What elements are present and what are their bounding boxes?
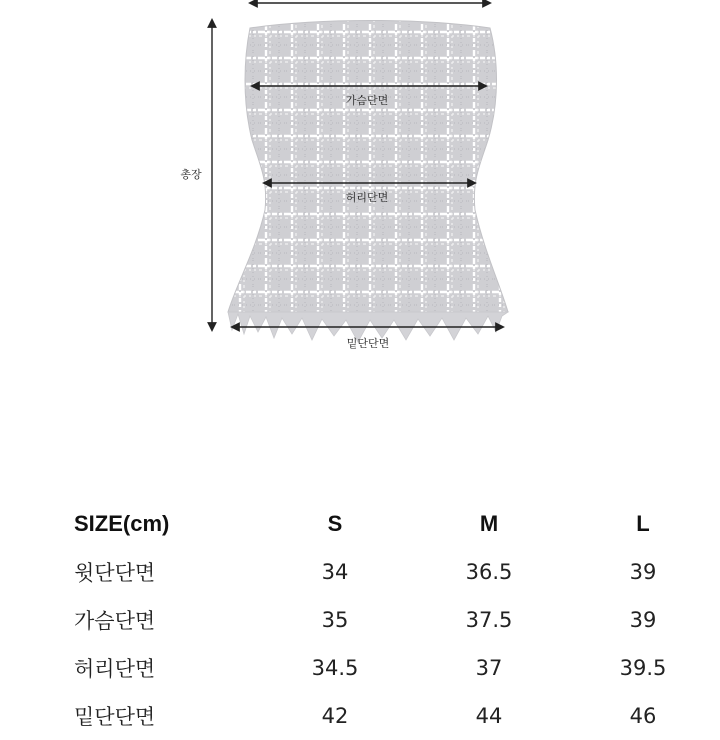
row-label-top-width: 윗단단면 (74, 561, 156, 585)
cell-value: 35 (321, 608, 349, 632)
table-row (0, 596, 720, 644)
table-row (0, 548, 720, 596)
cell-value: 42 (321, 704, 349, 728)
waist-label: 허리단면 (345, 191, 389, 204)
hem-label: 밑단단면 (346, 337, 390, 350)
garment-body (228, 21, 508, 320)
table-row (0, 692, 720, 740)
cell-value: 39 (629, 560, 657, 584)
header-size-l: L (636, 511, 650, 536)
cell-value: 37 (475, 656, 503, 680)
table-header-row (0, 500, 720, 548)
row-label-hem-width: 밑단단면 (74, 705, 156, 729)
cell-value: 37.5 (465, 608, 513, 632)
row-label-chest-width: 가슴단면 (74, 609, 156, 633)
cell-value: 36.5 (465, 560, 513, 584)
cell-value: 46 (629, 704, 657, 728)
table-row (0, 644, 720, 692)
cell-value: 34 (321, 560, 349, 584)
cell-value: 39.5 (619, 656, 667, 680)
chest-label: 가슴단면 (345, 94, 389, 107)
cell-value: 44 (475, 704, 503, 728)
row-label-waist-width: 허리단면 (74, 657, 156, 681)
header-size-s: S (327, 511, 343, 536)
header-size-m: M (479, 511, 499, 536)
size-chart-table (0, 500, 720, 740)
header-size-unit: SIZE(cm) (74, 511, 170, 536)
total-length-label: 총장 (180, 168, 202, 181)
cell-value: 34.5 (311, 656, 359, 680)
cell-value: 39 (629, 608, 657, 632)
